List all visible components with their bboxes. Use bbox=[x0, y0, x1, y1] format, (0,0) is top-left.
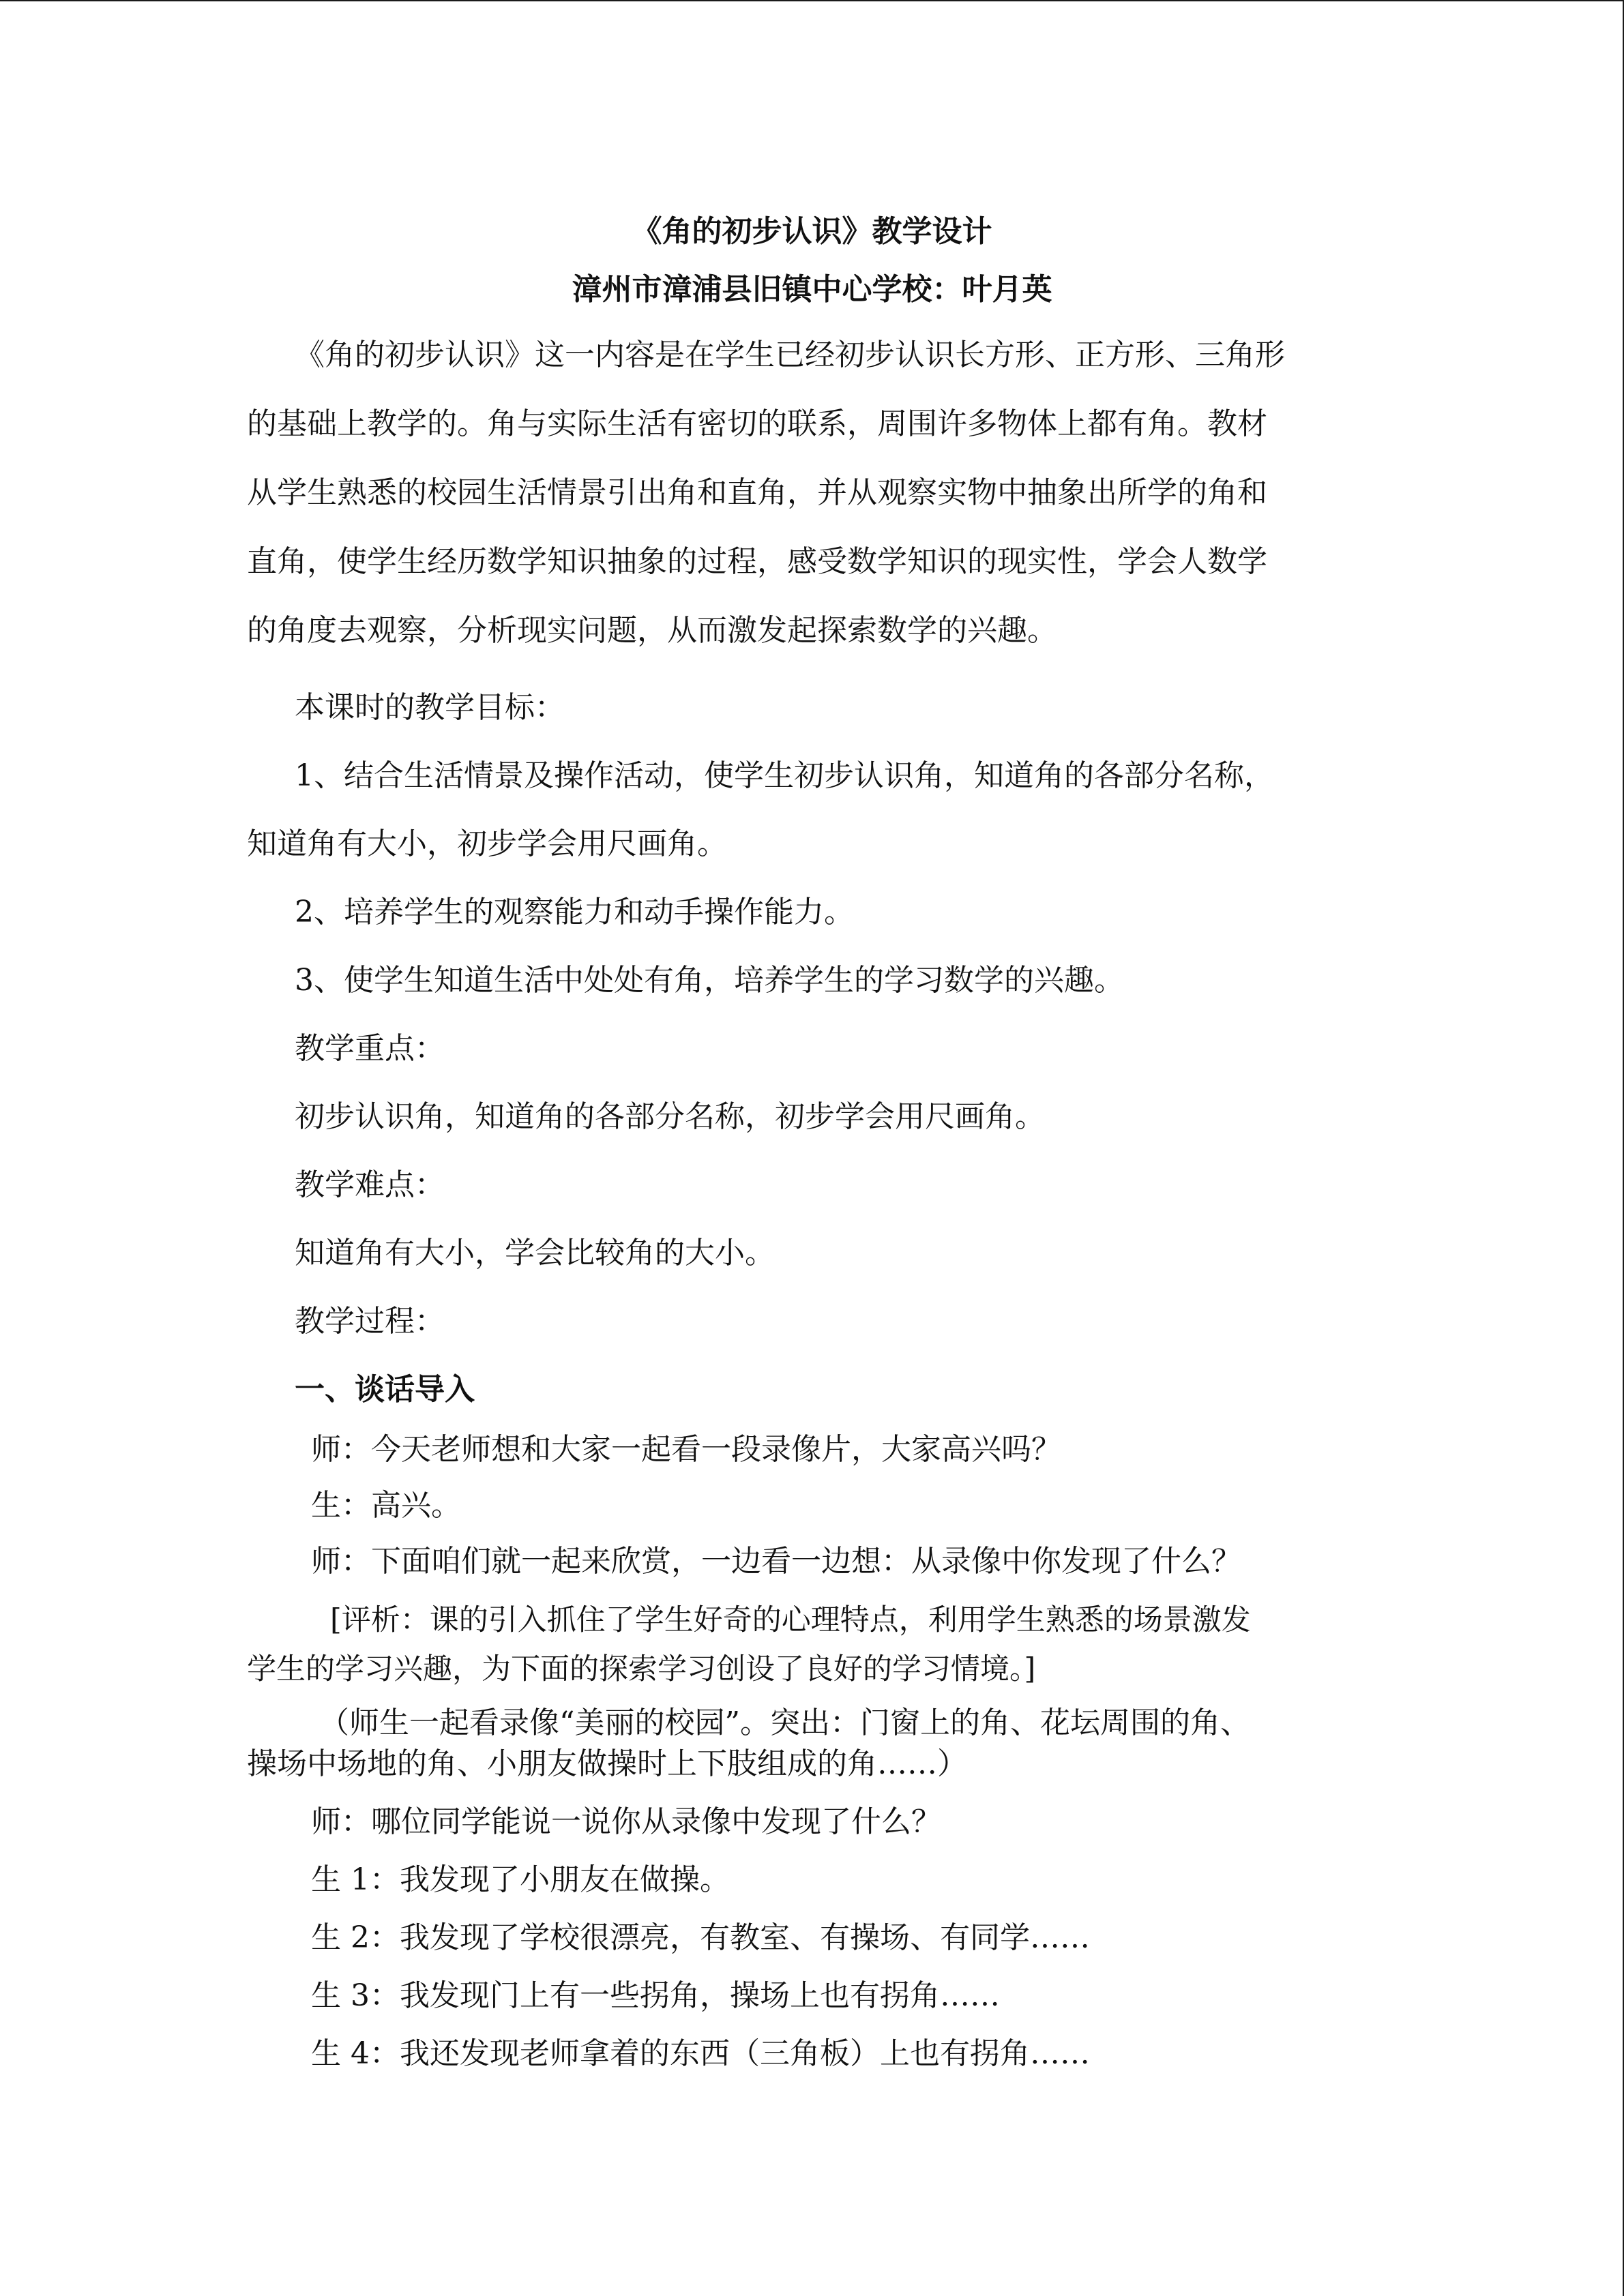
document-title: 《角的初步认识》教学设计 bbox=[632, 214, 992, 249]
intro-line: 直角，使学生经历数学知识抽象的过程，感受数学知识的现实性，学会人数学 bbox=[247, 544, 1267, 579]
dialogue-line: 师：哪位同学能说一说你从录像中发现了什么？ bbox=[311, 1804, 941, 1839]
key-point-label: 教学重点： bbox=[295, 1031, 445, 1066]
difficulty-label: 教学难点： bbox=[295, 1167, 445, 1202]
intro-line: 的角度去观察，分析现实问题，从而激发起探索数学的兴趣。 bbox=[247, 613, 1057, 648]
intro-line: 《角的初步认识》这一内容是在学生已经初步认识长方形、正方形、三角形 bbox=[295, 338, 1285, 372]
difficulty: 知道角有大小，学会比较角的大小。 bbox=[295, 1236, 775, 1270]
dialogue-line: 生 1：我发现了小朋友在做操。 bbox=[311, 1862, 730, 1897]
process-label: 教学过程： bbox=[295, 1304, 445, 1339]
intro-line: 的基础上教学的。角与实际生活有密切的联系，周围许多物体上都有角。教材 bbox=[247, 406, 1267, 441]
document-author: 漳州市漳浦县旧镇中心学校：叶月英 bbox=[572, 272, 1052, 307]
video-note-line-2: 操场中场地的角、小朋友做操时上下肢组成的角……） bbox=[247, 1746, 967, 1781]
dialogue-line: 生 2：我发现了学校很漂亮，有教室、有操场、有同学…… bbox=[311, 1920, 1090, 1955]
intro-line: 从学生熟悉的校园生活情景引出角和直角，并从观察实物中抽象出所学的角和 bbox=[247, 475, 1267, 510]
key-point: 初步认识角，知道角的各部分名称，初步学会用尺画角。 bbox=[295, 1099, 1045, 1134]
objective-1-line-2: 知道角有大小，初步学会用尺画角。 bbox=[247, 826, 727, 861]
section-1-heading: 一、谈话导入 bbox=[295, 1372, 475, 1407]
dialogue-line: 生：高兴。 bbox=[311, 1488, 461, 1523]
comment-line-1: [评析：课的引入抓住了学生好奇的心理特点，利用学生熟悉的场景激发 bbox=[330, 1603, 1251, 1637]
dialogue-line: 师：下面咱们就一起来欣赏，一边看一边想：从录像中你发现了什么？ bbox=[311, 1544, 1241, 1579]
comment-line-2: 学生的学习兴趣，为下面的探索学习创设了良好的学习情境。] bbox=[247, 1652, 1036, 1686]
objectives-label: 本课时的教学目标： bbox=[295, 690, 565, 725]
video-note-line-1: （师生一起看录像“美丽的校园”。突出：门窗上的角、花坛周围的角、 bbox=[319, 1705, 1250, 1740]
intro-paragraph bbox=[247, 320, 1372, 665]
objective-2: 2、培养学生的观察能力和动手操作能力。 bbox=[295, 895, 854, 929]
dialogue-line: 师：今天老师想和大家一起看一段录像片，大家高兴吗？ bbox=[311, 1432, 1061, 1467]
dialogue-line: 生 3：我发现门上有一些拐角，操场上也有拐角…… bbox=[311, 1978, 1000, 2013]
objective-3: 3、使学生知道生活中处处有角，培养学生的学习数学的兴趣。 bbox=[295, 963, 1124, 998]
dialogue-line: 生 4：我还发现老师拿着的东西（三角板）上也有拐角…… bbox=[311, 2036, 1090, 2071]
page-border-top bbox=[0, 0, 1624, 1]
objective-1-line-1: 1、结合生活情景及操作活动，使学生初步认识角，知道角的各部分名称， bbox=[295, 758, 1274, 793]
